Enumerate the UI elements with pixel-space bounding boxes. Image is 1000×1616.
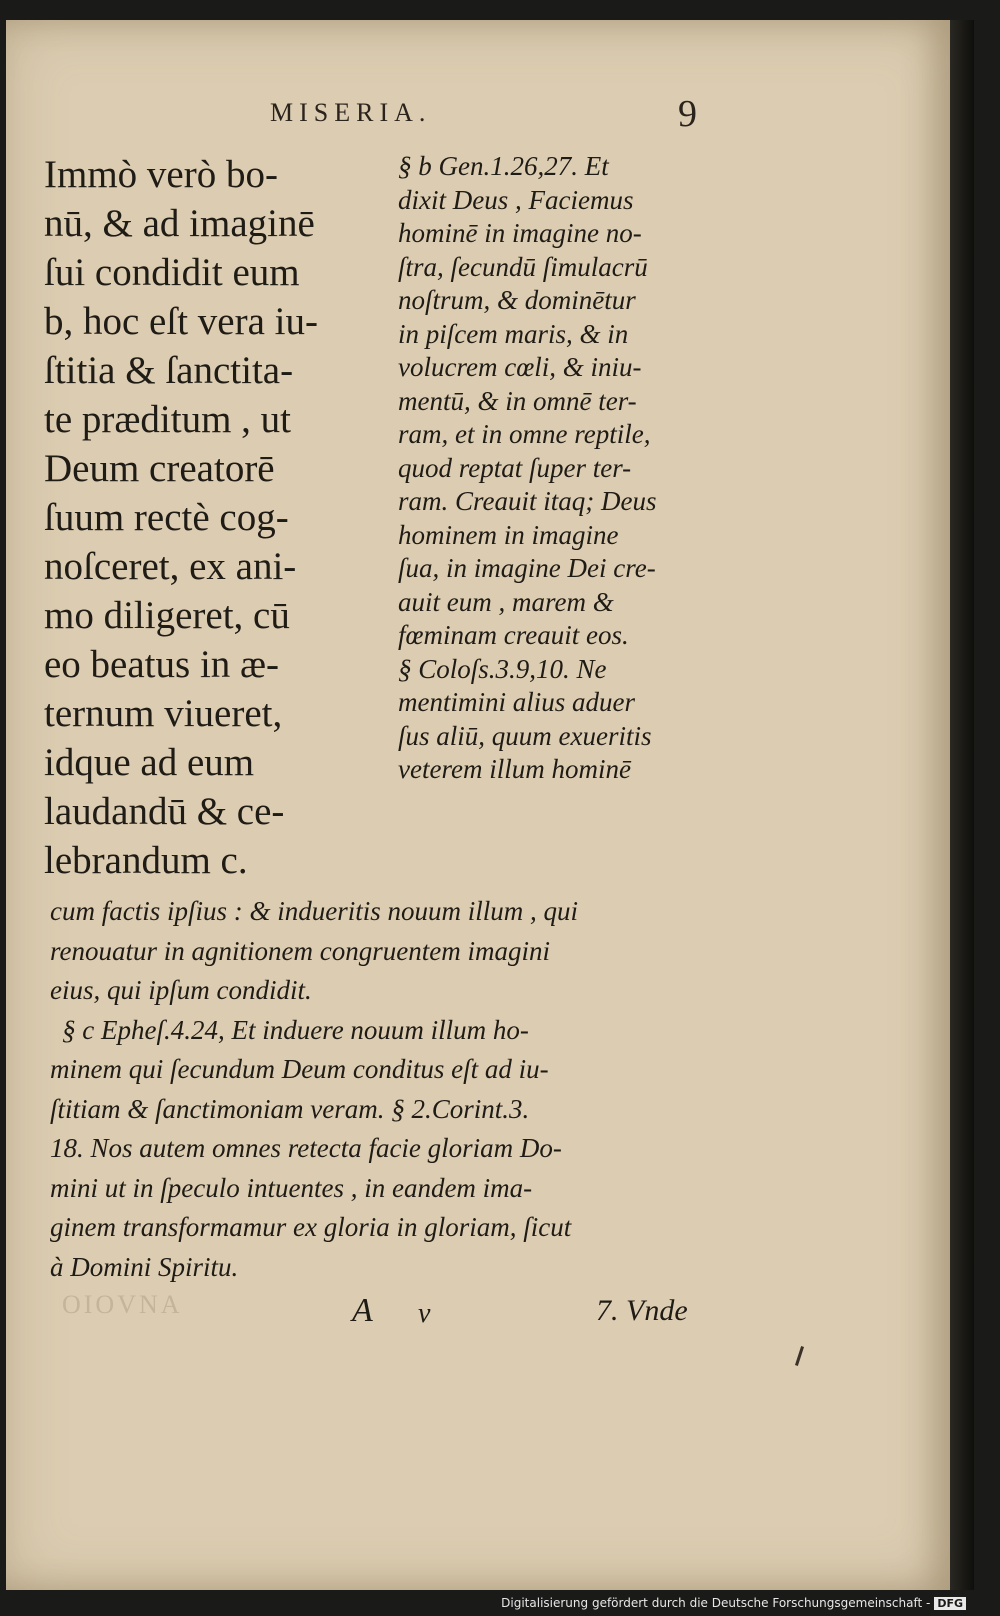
main-text-line: Immò verò bo- (44, 153, 278, 196)
note-line: fœminam creauit eos. (398, 620, 629, 650)
note-line: ſtra, ſecundū ſimulacrū (398, 251, 648, 282)
running-head: MISERIA. (270, 98, 432, 127)
main-text-line: ſui condidit eum (44, 251, 300, 294)
full-width-notes (50, 892, 750, 1287)
main-text-line: lebrandum c. (44, 839, 248, 882)
note-line: ſus aliū, quum exueritis (398, 720, 652, 751)
note-line: eius, qui ipſum condidit. (50, 975, 312, 1005)
signature-mark-letter: A (352, 1292, 373, 1329)
catchword: 7. Vnde (596, 1294, 688, 1327)
signature-mark-number: v (418, 1298, 431, 1329)
note-line: § b Gen.1.26,27. Et (398, 151, 609, 181)
note-line: ram. Creauit itaq; Deus (398, 486, 657, 516)
note-line: § Coloſs.3.9,10. Ne (398, 653, 607, 684)
note-line: cum factis ipſius : & indueritis nouum illum , qui (50, 896, 578, 926)
footer-credit: Digitalisierung gefördert durch die Deutsche Forschungsgemeinschaft - (501, 1596, 931, 1610)
note-line: § c Epheſ.4.24, Et induere nouum illum ho- (62, 1014, 529, 1045)
page-edge-shadow (950, 20, 974, 1590)
main-text-line: nū, & ad imaginē (44, 202, 315, 245)
main-text-line: ſtitia & ſanctita- (44, 349, 294, 392)
main-text-line: te præditum , ut (44, 398, 291, 441)
note-line: hominem in imagine (398, 519, 619, 550)
note-line: auit eum , marem & (398, 586, 614, 617)
dfg-logo: DFG (934, 1597, 966, 1610)
note-line: hominē in imagine no- (398, 218, 642, 248)
bleed-through-text: OIOVNA (62, 1290, 183, 1319)
main-text-line: b, hoc eſt vera iu- (44, 300, 318, 343)
note-line: renouatur in agnitionem congruentem imagini (50, 935, 550, 966)
main-text-line: noſceret, ex ani- (44, 545, 297, 588)
note-line: ginem transformamur ex gloria in gloriam, ſicut (50, 1212, 572, 1242)
note-line: ram, et in omne reptile, (398, 419, 651, 449)
note-line: volucrem cœli, & iniu- (398, 352, 642, 382)
note-line: veterem illum hominē (398, 754, 631, 784)
main-text-line: laudandū & ce- (44, 790, 285, 833)
note-line: 18. Nos autem omnes retecta facie gloriam Do- (50, 1133, 562, 1163)
note-line: mentū, & in omnē ter- (398, 385, 637, 416)
main-text-column (44, 150, 384, 885)
note-line: minem qui ſecundum Deum conditus eſt ad iu- (50, 1054, 549, 1084)
main-text-line: idque ad eum (44, 741, 255, 784)
page-number: 9 (678, 93, 697, 135)
note-line: noſtrum, & dominētur (398, 285, 636, 315)
main-text-line: eo beatus in æ- (44, 643, 280, 686)
main-text-line: Deum creatorē (44, 447, 275, 490)
marginal-note-column (398, 150, 718, 787)
main-text-line: ternum viueret, (44, 692, 283, 735)
note-line: mini ut in ſpeculo intuentes , in eandem ima- (50, 1172, 533, 1203)
note-line: quod reptat ſuper ter- (398, 452, 632, 483)
digitization-footer (501, 1596, 966, 1610)
note-line: mentimini alius aduer (398, 687, 635, 717)
note-line: à Domini Spiritu. (50, 1251, 239, 1282)
note-line: in piſcem maris, & in (398, 318, 629, 349)
main-text-line: ſuum rectè cog- (44, 496, 289, 539)
note-line: dixit Deus , Faciemus (398, 184, 634, 215)
main-text-line: mo diligeret, cū (44, 594, 290, 637)
note-line: ſua, in imagine Dei cre- (398, 553, 656, 583)
note-line: ſtitiam & ſanctimoniam veram. § 2.Corint.3. (50, 1093, 530, 1124)
